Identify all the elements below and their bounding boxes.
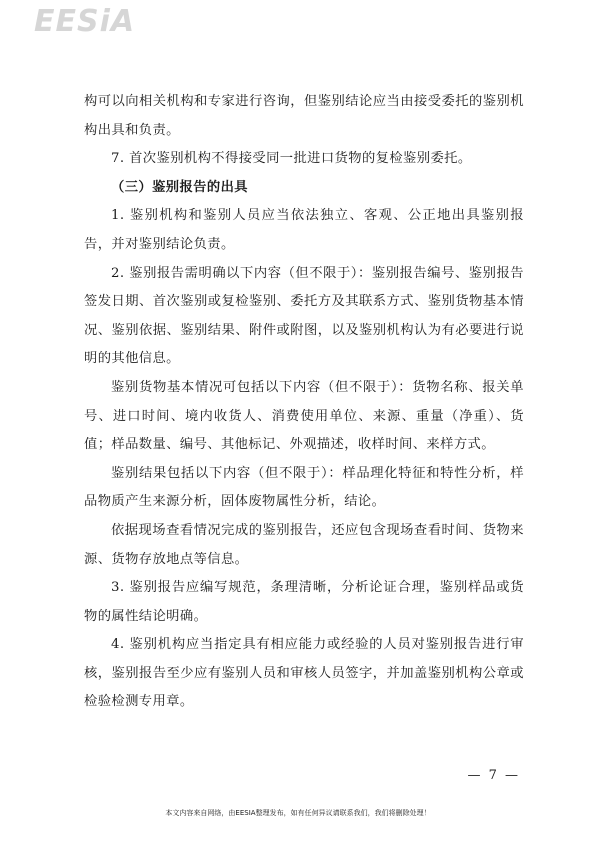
paragraph: 鉴别结果包括以下内容（但不限于）：样品理化特征和特性分析，样品物质产生来源分析，固体废物属性分析，结论。: [84, 465, 524, 510]
paragraph: 构可以向相关机构和专家进行咨询，但鉴别结论应当由接受委托的鉴别机构出具和负责。: [84, 94, 524, 138]
footer-note: 本文内容来自网络，由EESIA整理发布，如有任何异议请联系我们，我们将删除处理！: [165, 809, 431, 817]
paragraph: 鉴别货物基本情况可包括以下内容（但不限于）：货物名称、报关单号、进口时间、境内收货人、消费使用单位、来源、重量（净重）、货值；样品数量、编号、其他标记、外观描述，收样时间、来样方式。: [84, 379, 524, 453]
paragraph: 1. 鉴别机构和鉴别人员应当依法独立、客观、公正地出具鉴别报告，并对鉴别结论负责。: [84, 208, 524, 252]
eesia-watermark-logo: EESiA: [34, 4, 136, 39]
paragraph: 3. 鉴别报告应编写规范，条理清晰，分析论证合理，鉴别样品或货物的属性结论明确。: [84, 580, 524, 624]
page-number: — 7 —: [467, 768, 520, 783]
paragraph: 2. 鉴别报告需明确以下内容（但不限于）：鉴别报告编号、鉴别报告签发日期、首次鉴别或复检鉴别、委托方及其联系方式、鉴别货物基本情况、鉴别依据、鉴别结果、附件或附图，以及鉴别机构认为有必要进行说明的其他信息。: [84, 265, 524, 367]
paragraph: 7. 首次鉴别机构不得接受同一批进口货物的复检鉴别委托。: [111, 151, 472, 167]
document-body: [84, 88, 524, 717]
paragraph: 依据现场查看情况完成的鉴别报告，还应包含现场查看时间、货物来源、货物存放地点等信息。: [84, 522, 524, 567]
section-heading: （三）鉴别报告的出具: [111, 179, 248, 195]
paragraph: 4. 鉴别机构应当指定具有相应能力或经验的人员对鉴别报告进行审核，鉴别报告至少应有鉴别人员和审核人员签字，并加盖鉴别机构公章或检验检测专用章。: [84, 637, 524, 710]
